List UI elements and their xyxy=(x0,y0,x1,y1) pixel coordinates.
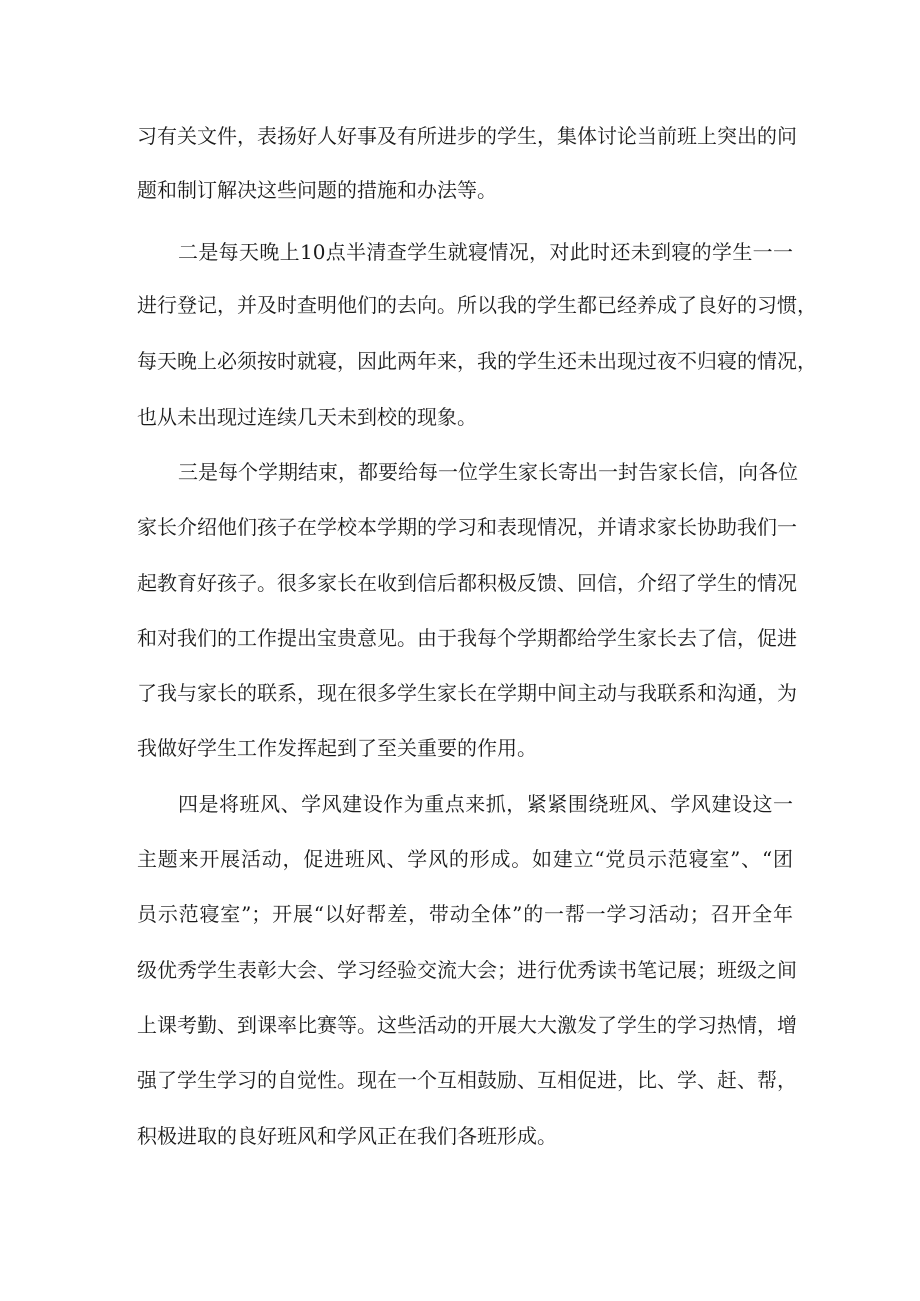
paragraph-3-line-5: 了我与家长的联系，现在很多学生家长在学期中间主动与我联系和沟通，为 xyxy=(137,681,797,705)
paragraph-3-line-2: 家长介绍他们孩子在学校本学期的学习和表现情况，并请求家长协助我们一 xyxy=(137,515,797,539)
paragraph-4-line-5: 上课考勤、到课率比赛等。这些活动的开展大大激发了学生的学习热情，增 xyxy=(137,1013,797,1037)
paragraph-2-line-2: 进行登记，并及时查明他们的去向。所以我的学生都已经养成了良好的习惯， xyxy=(137,293,817,317)
paragraph-4-line-7: 积极进取的良好班风和学风正在我们各班形成。 xyxy=(137,1124,557,1148)
paragraph-3-line-1: 三是每个学期结束，都要给每一位学生家长寄出一封告家长信，向各位 xyxy=(178,460,798,484)
paragraph-1-line-1: 习有关文件，表扬好人好事及有所进步的学生，集体讨论当前班上突出的问 xyxy=(137,124,797,148)
paragraph-3-line-4: 和对我们的工作提出宝贵意见。由于我每个学期都给学生家长去了信，促进 xyxy=(137,626,797,650)
paragraph-4-line-3: 员示范寝室”；开展“以好帮差，带动全体”的一帮一学习活动；召开全年 xyxy=(137,902,793,926)
paragraph-2-line-1: 二是每天晚上10点半清查学生就寝情况，对此时还未到寝的学生一一 xyxy=(178,240,793,264)
paragraph-4-line-2: 主题来开展活动，促进班风、学风的形成。如建立“党员示范寝室”、“团 xyxy=(137,847,793,871)
paragraph-2-line-4: 也从未出现过连续几天未到校的现象。 xyxy=(137,405,477,429)
paragraph-4-line-1: 四是将班风、学风建设作为重点来抓，紧紧围绕班风、学风建设这一 xyxy=(178,792,793,816)
paragraph-1-line-2: 题和制订解决这些问题的措施和办法等。 xyxy=(137,178,497,202)
paragraph-2-line-3: 每天晚上必须按时就寝，因此两年来，我的学生还未出现过夜不归寝的情况， xyxy=(137,349,817,373)
paragraph-3-line-6: 我做好学生工作发挥起到了至关重要的作用。 xyxy=(137,736,537,760)
paragraph-3-line-3: 起教育好孩子。很多家长在收到信后都积极反馈、回信，介绍了学生的情况 xyxy=(137,571,797,595)
paragraph-4-line-6: 强了学生学习的自觉性。现在一个互相鼓励、互相促进，比、学、赶、帮， xyxy=(137,1068,797,1092)
paragraph-4-line-4: 级优秀学生表彰大会、学习经验交流大会；进行优秀读书笔记展；班级之间 xyxy=(137,958,797,982)
